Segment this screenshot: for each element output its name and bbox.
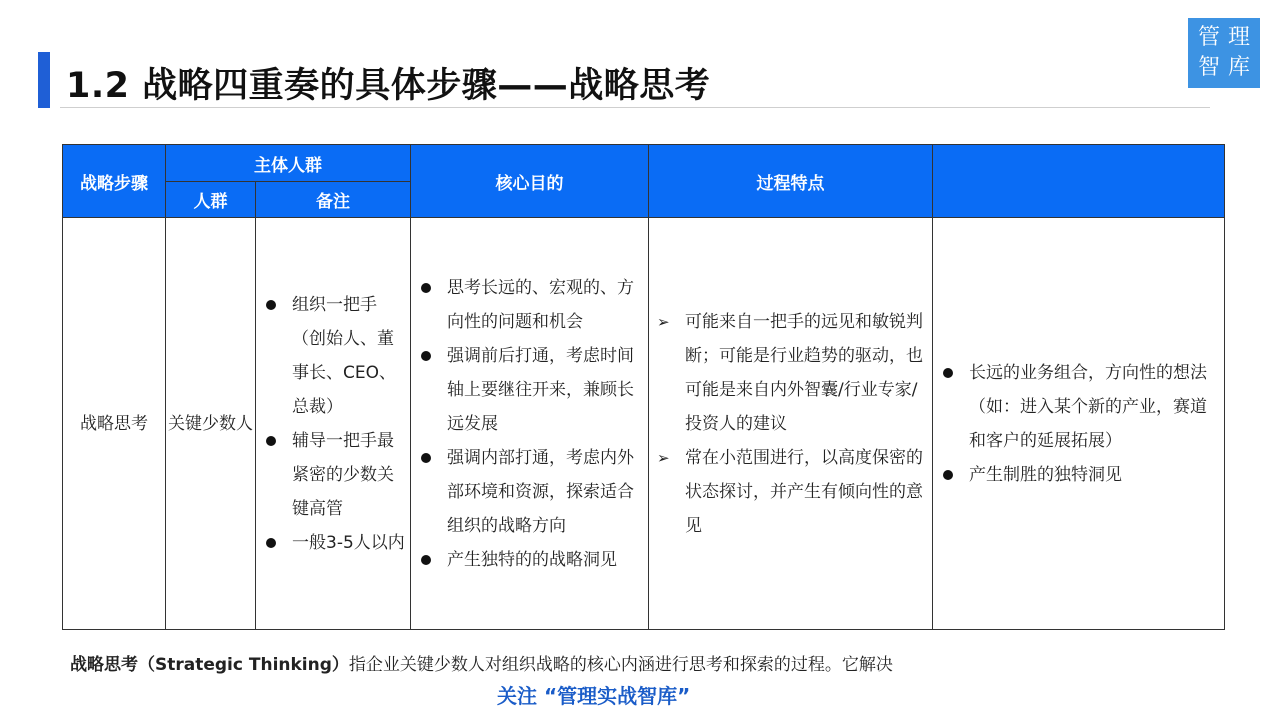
header-subject-group: 主体人群 (166, 145, 411, 182)
cell-purposes (411, 218, 649, 630)
title-accent-bar (38, 52, 50, 108)
page-title: 1.2 战略四重奏的具体步骤——战略思考 (66, 66, 711, 106)
cell-process (649, 218, 933, 630)
list-item: 辅导一把手最紧密的少数关键高管 (258, 424, 406, 526)
list-item: 长远的业务组合，方向性的想法（如：进入某个新的产业，赛道和客户的延展拓展） (935, 356, 1220, 458)
header-note: 备注 (256, 182, 411, 218)
header-crowd: 人群 (166, 182, 256, 218)
follow-banner: 关注 “管理实战智库” (497, 684, 691, 708)
header-process: 过程特点 (649, 145, 933, 218)
definition-term: 战略思考（Strategic Thinking） (70, 655, 349, 675)
header-step: 战略步骤 (63, 145, 166, 218)
list-item: 强调内部打通，考虑内外部环境和资源，探索适合组织的战略方向 (413, 441, 644, 543)
list-item: ➢ 可能来自一把手的远见和敏锐判断；可能是行业趋势的驱动，也可能是来自内外智囊/行业专家/投资人的建议 (651, 305, 928, 441)
list-item: 产生制胜的独特洞见 (935, 458, 1220, 492)
notes-list (258, 288, 406, 560)
purposes-list (413, 271, 644, 577)
text-fade-overlay (930, 644, 1230, 676)
cell-step: 战略思考 (63, 218, 166, 630)
process-list (651, 305, 928, 543)
cell-notes (256, 218, 411, 630)
list-item: 强调前后打通，考虑时间轴上要继往开来，兼顾长远发展 (413, 339, 644, 441)
table-row (63, 218, 1225, 630)
header-output (933, 145, 1225, 218)
strategy-step-table (62, 144, 1225, 630)
list-item: 组织一把手（创始人、董事长、CEO、总裁） (258, 288, 406, 424)
title-divider (60, 107, 1210, 108)
list-item: 产生独特的的战略洞见 (413, 543, 644, 577)
definition-text: 指企业关键少数人对组织战略的核心内涵进行思考和探索的过程。它解决 (348, 655, 893, 675)
header-purpose: 核心目的 (411, 145, 649, 218)
logo-line-2: 智库 (1197, 55, 1258, 80)
cell-crowd: 关键少数人 (166, 218, 256, 630)
logo-line-1: 管理 (1197, 25, 1258, 50)
brand-logo (1188, 18, 1260, 88)
cell-outputs (933, 218, 1225, 630)
outputs-list (935, 356, 1220, 492)
list-item: 一般3-5人以内 (258, 526, 406, 560)
list-item: 思考长远的、宏观的、方向性的问题和机会 (413, 271, 644, 339)
list-item: ➢ 常在小范围进行，以高度保密的状态探讨，并产生有倾向性的意见 (651, 441, 928, 543)
